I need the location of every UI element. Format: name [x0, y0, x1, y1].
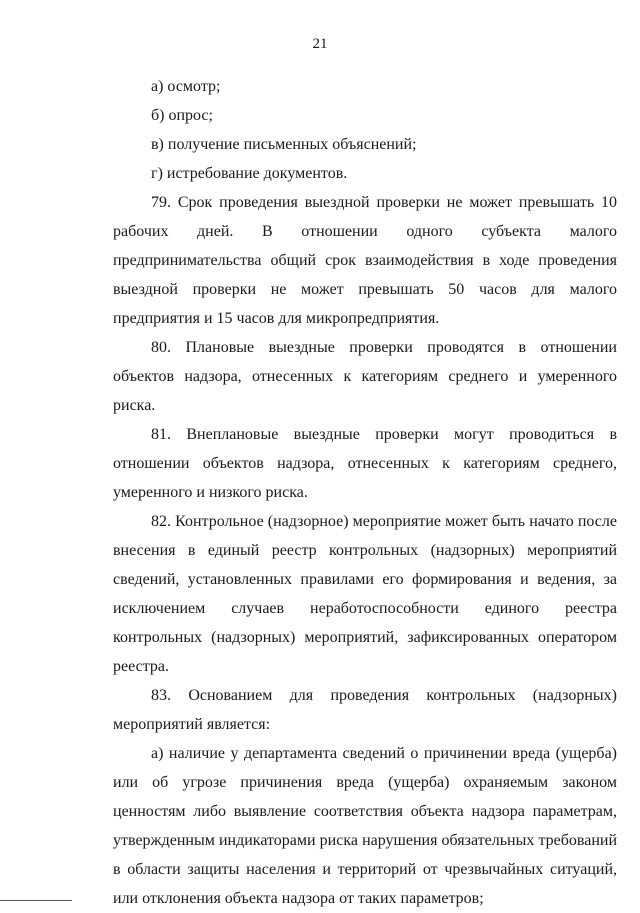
paragraph-81: 81. Внеплановые выездные проверки могут проводиться в отношении объектов надзора, отнесенных к категориям среднего, умеренного и низкого риска. [113, 426, 617, 501]
paragraph-83: 83. Основанием для проведения контрольных (надзорных) мероприятий является: [113, 687, 617, 733]
list-item-b: б) опрос; [151, 107, 213, 124]
paragraph-83-a: а) наличие у департамента сведений о причинении вреда (ущерба) или об угрозе причинения вреда (ущерба) охраняемым законом ценностям либо выявление соответствия объекта надзора параметрам, утвержденным индикаторами риска нарушения обязательных требований в области защиты населения и территорий от чрезвычайных ситуаций, или отклонения объекта надзора от таких параметров; [113, 745, 617, 907]
list-item-a: а) осмотр; [151, 78, 221, 95]
paragraph-82: 82. Контрольное (надзорное) мероприятие может быть начато после внесения в единый реестр контрольных (надзорных) мероприятий сведений, установленных правилами его формирования и ведения, за исключением случаев неработоспособности единого реестра контрольных (надзорных) мероприятий, зафиксированных оператором реестра. [113, 513, 617, 675]
document-body [113, 72, 617, 913]
footer-rule [0, 900, 72, 901]
list-item-v: в) получение письменных объяснений; [151, 136, 417, 153]
page-number: 21 [312, 36, 328, 52]
paragraph-80: 80. Плановые выездные проверки проводятся в отношении объектов надзора, отнесенных к категориям среднего и умеренного риска. [113, 339, 617, 414]
paragraph-79: 79. Срок проведения выездной проверки не может превышать 10 рабочих дней. В отношении одного субъекта малого предпринимательства общий срок взаимодействия в ходе проведения выездной проверки не может превышать 50 часов для малого предприятия и 15 часов для микропредприятия. [113, 194, 617, 327]
list-item-g: г) истребование документов. [151, 165, 348, 182]
